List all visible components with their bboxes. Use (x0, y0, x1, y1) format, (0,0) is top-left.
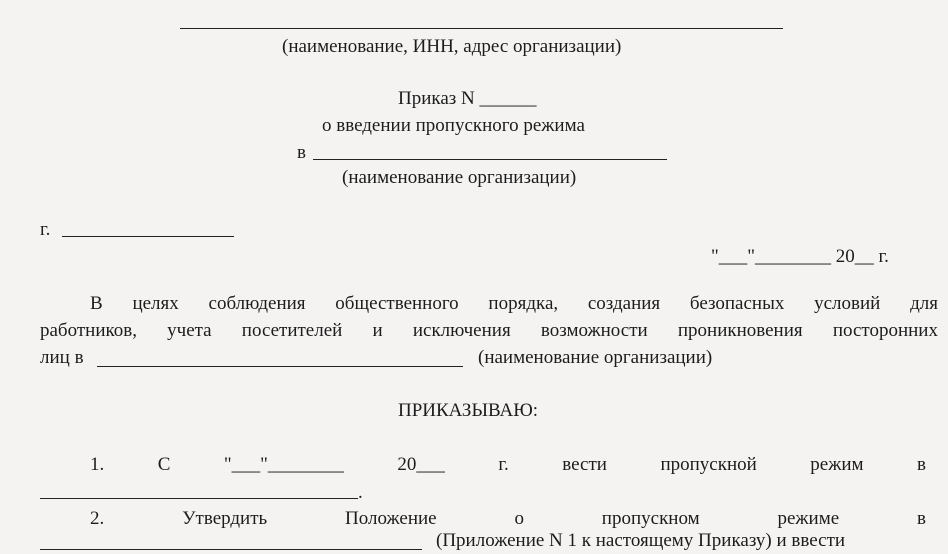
org-name-caption: (наименование организации) (342, 167, 577, 188)
item-1-org-blank-line (40, 498, 358, 499)
paragraph-line-2: работников, учета посетителей и исключения возможности проникновения посторонних (40, 320, 938, 341)
paragraph-org-blank-line (97, 366, 463, 367)
date-field: "___"________ 20__ г. (711, 246, 889, 267)
org-caption: (наименование, ИНН, адрес организации) (282, 36, 622, 57)
order-org-blank-line (313, 159, 667, 160)
org-blank-line (180, 28, 783, 29)
paragraph-line-3-prefix: лиц в (40, 347, 84, 368)
decree-heading: ПРИКАЗЫВАЮ: (398, 400, 539, 421)
city-prefix: г. (40, 219, 51, 240)
city-blank-line (62, 236, 234, 237)
item-1-line: 1. С "___"________ 20___ г. вести пропускной режим в (90, 454, 926, 475)
paragraph-line-1: В целях соблюдения общественного порядка, создания безопасных условий для (90, 293, 938, 314)
paragraph-line-3-suffix: (наименование организации) (478, 347, 713, 368)
order-subject: о введении пропускного режима (322, 115, 585, 136)
item-2-continuation: (Приложение N 1 к настоящему Приказу) и ввести (436, 530, 846, 551)
order-title: Приказ N ______ (398, 88, 537, 109)
order-in-prefix: в (297, 142, 306, 163)
item-2-line: 2. Утвердить Положение о пропускном режиме в (90, 508, 926, 529)
item-2-org-blank-line (40, 549, 422, 550)
item-1-end: . (358, 482, 363, 503)
